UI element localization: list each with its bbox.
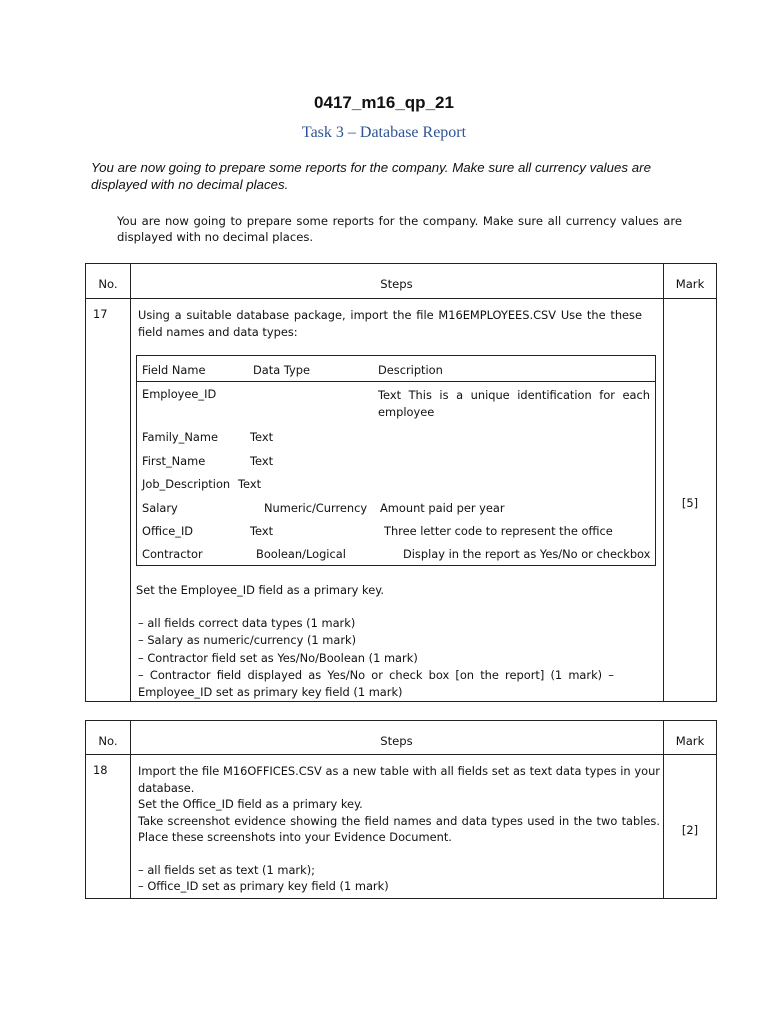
header-no: No. xyxy=(98,277,118,291)
header-steps: Steps xyxy=(380,734,413,748)
field-type: Text xyxy=(250,524,274,538)
field-type: Numeric/Currency xyxy=(264,501,368,515)
marking-point: – all fields correct data types (1 mark) xyxy=(138,616,356,630)
field-name: Employee_ID xyxy=(142,387,217,401)
question-mark: [2] xyxy=(681,823,699,837)
field-name: First_Name xyxy=(142,454,206,468)
field-name: Job_Description xyxy=(142,477,231,491)
intro-plain-text: You are now going to prepare some reports for the company. Make sure all currency values are displayed with no decimal places. xyxy=(117,214,682,244)
question-number: 18 xyxy=(93,763,108,777)
marking-point: – Office_ID set as primary key field (1 mark) xyxy=(138,879,389,893)
instruction-line: Import the file M16OFFICES.CSV as a new table with all fields set as text data types in your database. xyxy=(138,764,660,795)
marking-point: – Salary as numeric/currency (1 mark) xyxy=(138,633,357,648)
field-type: Text xyxy=(238,477,262,491)
header-mark: Mark xyxy=(675,277,705,291)
question-18-table xyxy=(85,720,717,899)
header-no: No. xyxy=(98,734,118,748)
field-desc: Three letter code to represent the office xyxy=(384,524,613,538)
task-subtitle: Task 3 – Database Report xyxy=(301,124,467,141)
question-intro: Using a suitable database package, import the file M16EMPLOYEES.CSV Use the these field names and data types: xyxy=(138,308,642,339)
primary-key-instruction: Set the Employee_ID field as a primary key. xyxy=(136,583,384,597)
marking-point: – all fields set as text (1 mark); xyxy=(138,862,315,877)
field-header-name: Field Name xyxy=(142,363,206,377)
field-header-desc: Description xyxy=(378,363,443,377)
field-name: Office_ID xyxy=(142,524,194,538)
marking-point: – Contractor field set as Yes/No/Boolean (1 mark) xyxy=(138,650,418,665)
field-header-type: Data Type xyxy=(253,363,310,377)
marking-scheme xyxy=(138,615,614,701)
question-number: 17 xyxy=(93,307,108,321)
question-mark: [5] xyxy=(681,496,699,510)
field-desc: Text This is a unique identification for each employee xyxy=(378,388,650,419)
field-type: Boolean/Logical xyxy=(256,547,346,561)
page-title: 0417_m16_qp_21 xyxy=(314,93,454,112)
field-type: Text xyxy=(250,430,274,444)
field-name: Family_Name xyxy=(142,430,218,444)
header-mark: Mark xyxy=(675,734,705,748)
field-name: Contractor xyxy=(142,547,203,561)
question-instructions xyxy=(138,763,660,895)
marking-point: – Contractor field displayed as Yes/No or check box [on the report] (1 mark) – Employee_ID set as primary key field (1 mark) xyxy=(138,667,614,700)
field-name: Salary xyxy=(142,501,178,515)
instruction-line: Set the Office_ID field as a primary key. xyxy=(138,797,363,811)
field-type: Text xyxy=(250,454,274,468)
header-steps: Steps xyxy=(380,277,413,291)
field-desc: Display in the report as Yes/No or checkbox xyxy=(403,547,651,561)
question-17-table xyxy=(85,263,717,702)
intro-italic-text: You are now going to prepare some reports for the company. Make sure all currency values are displayed with no decimal places. xyxy=(91,160,651,192)
instruction-line: Take screenshot evidence showing the field names and data types used in the two tables. Place these screenshots into your Evidence Document. xyxy=(138,813,660,844)
field-desc: Amount paid per year xyxy=(380,501,505,515)
field-definitions-table xyxy=(136,355,656,566)
